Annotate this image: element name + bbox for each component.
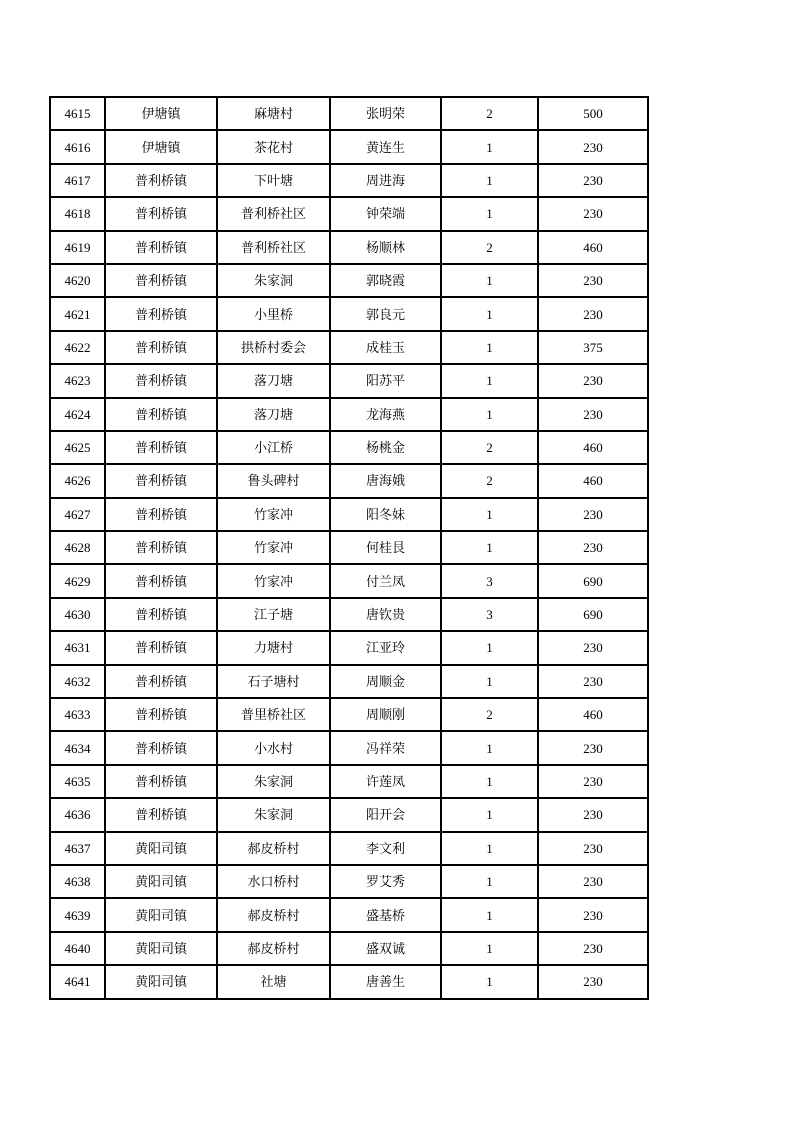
town-cell: 普利桥镇 bbox=[105, 297, 217, 330]
person-name-cell: 唐钦贵 bbox=[330, 598, 441, 631]
amount-cell: 230 bbox=[538, 498, 648, 531]
person-name-cell: 郭晓霞 bbox=[330, 264, 441, 297]
amount-cell: 460 bbox=[538, 698, 648, 731]
table-row bbox=[50, 231, 648, 264]
village-cell: 小江桥 bbox=[217, 431, 330, 464]
count-cell: 1 bbox=[441, 531, 538, 564]
count-cell: 3 bbox=[441, 564, 538, 597]
table-row bbox=[50, 97, 648, 130]
table-row bbox=[50, 398, 648, 431]
town-cell: 普利桥镇 bbox=[105, 631, 217, 664]
data-table bbox=[49, 96, 649, 1000]
row-id-cell: 4626 bbox=[50, 464, 105, 497]
row-id-cell: 4618 bbox=[50, 197, 105, 230]
amount-cell: 230 bbox=[538, 531, 648, 564]
table-row bbox=[50, 765, 648, 798]
village-cell: 落刀塘 bbox=[217, 398, 330, 431]
count-cell: 2 bbox=[441, 431, 538, 464]
village-cell: 水口桥村 bbox=[217, 865, 330, 898]
amount-cell: 500 bbox=[538, 97, 648, 130]
count-cell: 1 bbox=[441, 832, 538, 865]
count-cell: 1 bbox=[441, 498, 538, 531]
count-cell: 1 bbox=[441, 364, 538, 397]
village-cell: 竹家冲 bbox=[217, 498, 330, 531]
row-id-cell: 4636 bbox=[50, 798, 105, 831]
table-row bbox=[50, 598, 648, 631]
row-id-cell: 4640 bbox=[50, 932, 105, 965]
table-row bbox=[50, 898, 648, 931]
village-cell: 朱家洞 bbox=[217, 765, 330, 798]
town-cell: 普利桥镇 bbox=[105, 364, 217, 397]
table-row bbox=[50, 698, 648, 731]
town-cell: 普利桥镇 bbox=[105, 698, 217, 731]
village-cell: 竹家冲 bbox=[217, 564, 330, 597]
town-cell: 普利桥镇 bbox=[105, 431, 217, 464]
amount-cell: 690 bbox=[538, 564, 648, 597]
count-cell: 1 bbox=[441, 731, 538, 764]
town-cell: 普利桥镇 bbox=[105, 264, 217, 297]
table-row bbox=[50, 965, 648, 998]
amount-cell: 230 bbox=[538, 631, 648, 664]
amount-cell: 230 bbox=[538, 765, 648, 798]
village-cell: 下叶塘 bbox=[217, 164, 330, 197]
table-row bbox=[50, 531, 648, 564]
amount-cell: 375 bbox=[538, 331, 648, 364]
count-cell: 2 bbox=[441, 97, 538, 130]
person-name-cell: 周顺金 bbox=[330, 665, 441, 698]
town-cell: 黄阳司镇 bbox=[105, 832, 217, 865]
town-cell: 普利桥镇 bbox=[105, 398, 217, 431]
table-row bbox=[50, 865, 648, 898]
village-cell: 郝皮桥村 bbox=[217, 898, 330, 931]
row-id-cell: 4633 bbox=[50, 698, 105, 731]
village-cell: 力塘村 bbox=[217, 631, 330, 664]
amount-cell: 460 bbox=[538, 431, 648, 464]
row-id-cell: 4639 bbox=[50, 898, 105, 931]
village-cell: 麻塘村 bbox=[217, 97, 330, 130]
person-name-cell: 何桂艮 bbox=[330, 531, 441, 564]
village-cell: 竹家冲 bbox=[217, 531, 330, 564]
amount-cell: 460 bbox=[538, 464, 648, 497]
town-cell: 普利桥镇 bbox=[105, 731, 217, 764]
village-cell: 朱家洞 bbox=[217, 264, 330, 297]
village-cell: 普里桥社区 bbox=[217, 698, 330, 731]
table-row bbox=[50, 331, 648, 364]
village-cell: 石子塘村 bbox=[217, 665, 330, 698]
village-cell: 茶花村 bbox=[217, 130, 330, 163]
table-row bbox=[50, 631, 648, 664]
village-cell: 小水村 bbox=[217, 731, 330, 764]
row-id-cell: 4635 bbox=[50, 765, 105, 798]
row-id-cell: 4641 bbox=[50, 965, 105, 998]
row-id-cell: 4634 bbox=[50, 731, 105, 764]
amount-cell: 230 bbox=[538, 130, 648, 163]
person-name-cell: 阳开会 bbox=[330, 798, 441, 831]
village-cell: 普利桥社区 bbox=[217, 197, 330, 230]
count-cell: 1 bbox=[441, 965, 538, 998]
count-cell: 3 bbox=[441, 598, 538, 631]
person-name-cell: 周进海 bbox=[330, 164, 441, 197]
row-id-cell: 4632 bbox=[50, 665, 105, 698]
table-row bbox=[50, 464, 648, 497]
person-name-cell: 唐善生 bbox=[330, 965, 441, 998]
village-cell: 拱桥村委会 bbox=[217, 331, 330, 364]
table-row bbox=[50, 832, 648, 865]
person-name-cell: 周顺刚 bbox=[330, 698, 441, 731]
row-id-cell: 4638 bbox=[50, 865, 105, 898]
village-cell: 普利桥社区 bbox=[217, 231, 330, 264]
row-id-cell: 4620 bbox=[50, 264, 105, 297]
town-cell: 普利桥镇 bbox=[105, 331, 217, 364]
town-cell: 伊塘镇 bbox=[105, 97, 217, 130]
town-cell: 普利桥镇 bbox=[105, 498, 217, 531]
amount-cell: 230 bbox=[538, 865, 648, 898]
row-id-cell: 4625 bbox=[50, 431, 105, 464]
table-row bbox=[50, 164, 648, 197]
table-row bbox=[50, 932, 648, 965]
table-row bbox=[50, 130, 648, 163]
town-cell: 普利桥镇 bbox=[105, 665, 217, 698]
count-cell: 1 bbox=[441, 164, 538, 197]
person-name-cell: 李文利 bbox=[330, 832, 441, 865]
count-cell: 1 bbox=[441, 765, 538, 798]
person-name-cell: 龙海燕 bbox=[330, 398, 441, 431]
town-cell: 普利桥镇 bbox=[105, 231, 217, 264]
town-cell: 普利桥镇 bbox=[105, 164, 217, 197]
person-name-cell: 郭良元 bbox=[330, 297, 441, 330]
person-name-cell: 冯祥荣 bbox=[330, 731, 441, 764]
count-cell: 1 bbox=[441, 932, 538, 965]
count-cell: 1 bbox=[441, 130, 538, 163]
person-name-cell: 盛双诚 bbox=[330, 932, 441, 965]
table-row bbox=[50, 264, 648, 297]
table-row bbox=[50, 364, 648, 397]
amount-cell: 230 bbox=[538, 665, 648, 698]
village-cell: 落刀塘 bbox=[217, 364, 330, 397]
amount-cell: 230 bbox=[538, 264, 648, 297]
town-cell: 黄阳司镇 bbox=[105, 932, 217, 965]
person-name-cell: 杨桃金 bbox=[330, 431, 441, 464]
village-cell: 鲁头碑村 bbox=[217, 464, 330, 497]
row-id-cell: 4617 bbox=[50, 164, 105, 197]
town-cell: 伊塘镇 bbox=[105, 130, 217, 163]
count-cell: 2 bbox=[441, 231, 538, 264]
table-row bbox=[50, 498, 648, 531]
amount-cell: 230 bbox=[538, 798, 648, 831]
person-name-cell: 江亚玲 bbox=[330, 631, 441, 664]
table-row bbox=[50, 197, 648, 230]
town-cell: 普利桥镇 bbox=[105, 564, 217, 597]
amount-cell: 230 bbox=[538, 932, 648, 965]
table-row bbox=[50, 564, 648, 597]
row-id-cell: 4637 bbox=[50, 832, 105, 865]
row-id-cell: 4615 bbox=[50, 97, 105, 130]
person-name-cell: 阳冬妹 bbox=[330, 498, 441, 531]
row-id-cell: 4622 bbox=[50, 331, 105, 364]
amount-cell: 230 bbox=[538, 164, 648, 197]
town-cell: 普利桥镇 bbox=[105, 197, 217, 230]
town-cell: 普利桥镇 bbox=[105, 598, 217, 631]
count-cell: 1 bbox=[441, 264, 538, 297]
row-id-cell: 4630 bbox=[50, 598, 105, 631]
town-cell: 普利桥镇 bbox=[105, 798, 217, 831]
table-row bbox=[50, 731, 648, 764]
village-cell: 小里桥 bbox=[217, 297, 330, 330]
amount-cell: 230 bbox=[538, 965, 648, 998]
person-name-cell: 成桂玉 bbox=[330, 331, 441, 364]
count-cell: 1 bbox=[441, 398, 538, 431]
table-body bbox=[50, 97, 648, 999]
count-cell: 1 bbox=[441, 331, 538, 364]
town-cell: 黄阳司镇 bbox=[105, 865, 217, 898]
row-id-cell: 4623 bbox=[50, 364, 105, 397]
amount-cell: 690 bbox=[538, 598, 648, 631]
person-name-cell: 唐海娥 bbox=[330, 464, 441, 497]
person-name-cell: 罗艾秀 bbox=[330, 865, 441, 898]
town-cell: 普利桥镇 bbox=[105, 765, 217, 798]
town-cell: 普利桥镇 bbox=[105, 464, 217, 497]
village-cell: 郝皮桥村 bbox=[217, 832, 330, 865]
table-row bbox=[50, 798, 648, 831]
amount-cell: 230 bbox=[538, 197, 648, 230]
village-cell: 朱家洞 bbox=[217, 798, 330, 831]
row-id-cell: 4629 bbox=[50, 564, 105, 597]
amount-cell: 460 bbox=[538, 231, 648, 264]
person-name-cell: 张明荣 bbox=[330, 97, 441, 130]
amount-cell: 230 bbox=[538, 398, 648, 431]
count-cell: 1 bbox=[441, 665, 538, 698]
row-id-cell: 4627 bbox=[50, 498, 105, 531]
row-id-cell: 4616 bbox=[50, 130, 105, 163]
row-id-cell: 4628 bbox=[50, 531, 105, 564]
row-id-cell: 4624 bbox=[50, 398, 105, 431]
row-id-cell: 4619 bbox=[50, 231, 105, 264]
person-name-cell: 杨顺林 bbox=[330, 231, 441, 264]
amount-cell: 230 bbox=[538, 297, 648, 330]
count-cell: 1 bbox=[441, 865, 538, 898]
person-name-cell: 阳苏平 bbox=[330, 364, 441, 397]
person-name-cell: 付兰凤 bbox=[330, 564, 441, 597]
village-cell: 社塘 bbox=[217, 965, 330, 998]
count-cell: 1 bbox=[441, 898, 538, 931]
person-name-cell: 黄连生 bbox=[330, 130, 441, 163]
table-row bbox=[50, 665, 648, 698]
count-cell: 2 bbox=[441, 464, 538, 497]
village-cell: 郝皮桥村 bbox=[217, 932, 330, 965]
count-cell: 1 bbox=[441, 297, 538, 330]
count-cell: 1 bbox=[441, 197, 538, 230]
count-cell: 1 bbox=[441, 798, 538, 831]
count-cell: 1 bbox=[441, 631, 538, 664]
person-name-cell: 盛基桥 bbox=[330, 898, 441, 931]
table-row bbox=[50, 297, 648, 330]
table-row bbox=[50, 431, 648, 464]
village-cell: 江子塘 bbox=[217, 598, 330, 631]
amount-cell: 230 bbox=[538, 731, 648, 764]
person-name-cell: 钟荣端 bbox=[330, 197, 441, 230]
person-name-cell: 许莲凤 bbox=[330, 765, 441, 798]
amount-cell: 230 bbox=[538, 832, 648, 865]
amount-cell: 230 bbox=[538, 364, 648, 397]
town-cell: 黄阳司镇 bbox=[105, 898, 217, 931]
town-cell: 普利桥镇 bbox=[105, 531, 217, 564]
row-id-cell: 4631 bbox=[50, 631, 105, 664]
amount-cell: 230 bbox=[538, 898, 648, 931]
count-cell: 2 bbox=[441, 698, 538, 731]
row-id-cell: 4621 bbox=[50, 297, 105, 330]
town-cell: 黄阳司镇 bbox=[105, 965, 217, 998]
